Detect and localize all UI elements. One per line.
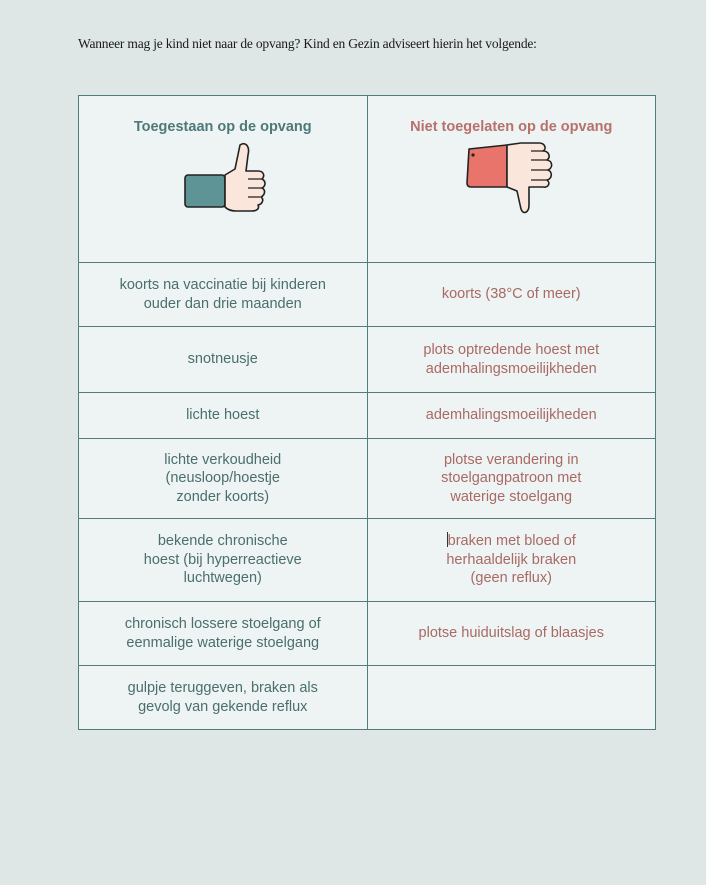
header-denied	[367, 96, 656, 263]
allowed-cell: chronisch lossere stoelgang of eenmalige waterige stoelgang	[79, 602, 368, 666]
allowed-cell: gulpje teruggeven, braken als gevolg van gekende reflux	[79, 666, 368, 730]
denied-cell: plotse huiduitslag of blaasjes	[367, 602, 656, 666]
header-allowed	[79, 96, 368, 263]
thumbs-up-icon	[180, 141, 266, 213]
table-row	[79, 602, 656, 666]
table-row	[79, 519, 656, 602]
table-row	[79, 439, 656, 519]
denied-cell: plotse verandering in stoelgangpatroon met waterige stoelgang	[367, 439, 656, 519]
allowed-cell: snotneusje	[79, 327, 368, 393]
allowed-cell: lichte verkoudheid (neusloop/hoestje zonder koorts)	[79, 439, 368, 519]
table-row	[79, 263, 656, 327]
thumbs-down-icon	[461, 141, 561, 217]
denied-cell-empty	[367, 666, 656, 730]
allowed-cell: bekende chronische hoest (bij hyperreactieve luchtwegen)	[79, 519, 368, 602]
denied-cell-text: braken met bloed of herhaaldelijk braken (geen reflux)	[446, 533, 577, 587]
table-row	[79, 327, 656, 393]
allowed-cell: lichte hoest	[79, 393, 368, 439]
header-allowed-label: Toegestaan op de opvang	[133, 119, 312, 135]
denied-cell: plots optredende hoest met ademhalingsmoeilijkheden	[367, 327, 656, 393]
denied-cell: ademhalingsmoeilijkheden	[367, 393, 656, 439]
denied-cell: koorts (38°C of meer)	[367, 263, 656, 327]
advice-table	[78, 95, 656, 730]
table-header-row	[79, 96, 656, 263]
intro-text: Wanneer mag je kind niet naar de opvang? Kind en Gezin adviseert hierin het volgende:	[78, 36, 537, 51]
denied-cell-editable[interactable]	[367, 519, 656, 602]
table-row	[79, 393, 656, 439]
table-row	[79, 666, 656, 730]
allowed-cell: koorts na vaccinatie bij kinderen ouder dan drie maanden	[79, 263, 368, 327]
header-denied-label: Niet toegelaten op de opvang	[410, 119, 613, 135]
